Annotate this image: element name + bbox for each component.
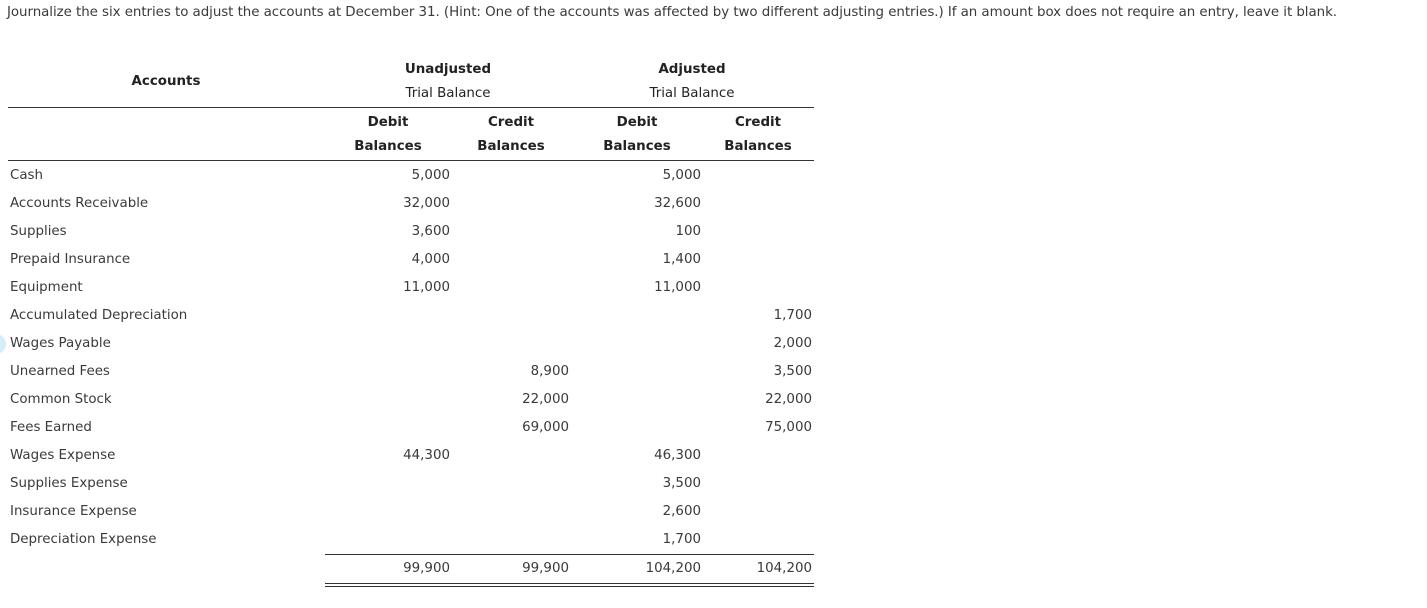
column-header-line1: Credit bbox=[734, 115, 782, 130]
table-row bbox=[0, 246, 830, 274]
unadjusted-debit: 44,300 bbox=[403, 448, 450, 463]
adjusted-debit: 1,700 bbox=[662, 532, 701, 547]
account-name: Prepaid Insurance bbox=[10, 252, 131, 267]
adjusted-debit: 11,000 bbox=[654, 280, 701, 295]
totals-row bbox=[0, 556, 830, 584]
adjusted-trial-balance-header bbox=[622, 58, 762, 106]
account-name: Depreciation Expense bbox=[10, 532, 157, 547]
column-header-line1: Debit bbox=[616, 115, 658, 130]
adjusted-credit: 22,000 bbox=[765, 392, 812, 407]
unadjusted-debit: 5,000 bbox=[411, 168, 450, 183]
adjusted-credit: 2,000 bbox=[773, 336, 812, 351]
adjusted-debit: 2,600 bbox=[662, 504, 701, 519]
column-header-line1: Debit bbox=[367, 115, 409, 130]
account-name: Fees Earned bbox=[10, 420, 92, 435]
adjusted-credit: 1,700 bbox=[773, 308, 812, 323]
unadjusted-trial-balance-header bbox=[378, 58, 518, 106]
adjusted-credit: 3,500 bbox=[773, 364, 812, 379]
adjusted-header-line2: Trial Balance bbox=[649, 86, 735, 101]
unadjusted-debit: 3,600 bbox=[411, 224, 450, 239]
adjusted-debit: 1,400 bbox=[662, 252, 701, 267]
table-row bbox=[0, 330, 830, 358]
table-row bbox=[0, 526, 830, 554]
account-name: Accounts Receivable bbox=[10, 196, 149, 211]
column-header-line2: Balances bbox=[477, 139, 545, 154]
adjusted-credit: 75,000 bbox=[765, 420, 812, 435]
column-header-line1: Credit bbox=[487, 115, 535, 130]
total-unadjusted-debit: 99,900 bbox=[403, 561, 450, 576]
totals-double-rule-bottom bbox=[325, 586, 814, 587]
unadjusted-debit-header bbox=[343, 111, 433, 159]
account-name: Wages Expense bbox=[10, 448, 116, 463]
account-name: Equipment bbox=[10, 280, 83, 295]
trial-balance-rows bbox=[0, 162, 830, 554]
unadjusted-credit: 22,000 bbox=[522, 392, 569, 407]
account-name: Cash bbox=[10, 168, 44, 183]
table-row bbox=[0, 498, 830, 526]
account-name: Wages Payable bbox=[10, 336, 111, 351]
unadjusted-debit: 32,000 bbox=[403, 196, 450, 211]
table-row bbox=[0, 386, 830, 414]
unadjusted-debit: 11,000 bbox=[403, 280, 450, 295]
table-row bbox=[0, 302, 830, 330]
total-adjusted-debit: 104,200 bbox=[645, 561, 701, 576]
adjusted-debit: 100 bbox=[675, 224, 701, 239]
column-header-line2: Balances bbox=[354, 139, 422, 154]
adjusted-header-line1: Adjusted bbox=[658, 62, 726, 77]
table-row bbox=[0, 358, 830, 386]
accounts-header: Accounts bbox=[131, 74, 201, 89]
table-row bbox=[0, 442, 830, 470]
column-header-line2: Balances bbox=[603, 139, 671, 154]
totals-double-rule-top bbox=[325, 583, 814, 584]
adjusted-credit-header bbox=[713, 111, 803, 159]
adjusted-debit-header bbox=[592, 111, 682, 159]
table-row bbox=[0, 414, 830, 442]
account-name: Common Stock bbox=[10, 392, 112, 407]
unadjusted-credit-header bbox=[466, 111, 556, 159]
table-row bbox=[0, 470, 830, 498]
totals-top-rule bbox=[325, 554, 814, 555]
table-row bbox=[0, 162, 830, 190]
instructions-text: Journalize the six entries to adjust the accounts at December 31. (Hint: One of the accounts was affected by two different adjusting entries.) If an amount box does not require an entry, leave it blank. bbox=[7, 5, 1337, 20]
unadjusted-debit: 4,000 bbox=[411, 252, 450, 267]
account-name: Unearned Fees bbox=[10, 364, 110, 379]
unadjusted-credit: 8,900 bbox=[530, 364, 569, 379]
header-divider bbox=[8, 107, 814, 108]
unadjusted-credit: 69,000 bbox=[522, 420, 569, 435]
table-row bbox=[0, 190, 830, 218]
adjusted-debit: 46,300 bbox=[654, 448, 701, 463]
column-header-divider bbox=[8, 160, 814, 161]
column-header-line2: Balances bbox=[724, 139, 792, 154]
unadjusted-header-line2: Trial Balance bbox=[405, 86, 491, 101]
account-name: Accumulated Depreciation bbox=[10, 308, 188, 323]
adjusted-debit: 32,600 bbox=[654, 196, 701, 211]
table-row bbox=[0, 274, 830, 302]
total-unadjusted-credit: 99,900 bbox=[522, 561, 569, 576]
total-adjusted-credit: 104,200 bbox=[756, 561, 812, 576]
table-row bbox=[0, 218, 830, 246]
unadjusted-header-line1: Unadjusted bbox=[404, 62, 492, 77]
account-name: Supplies Expense bbox=[10, 476, 128, 491]
account-name: Insurance Expense bbox=[10, 504, 137, 519]
account-name: Supplies bbox=[10, 224, 67, 239]
adjusted-debit: 5,000 bbox=[662, 168, 701, 183]
adjusted-debit: 3,500 bbox=[662, 476, 701, 491]
